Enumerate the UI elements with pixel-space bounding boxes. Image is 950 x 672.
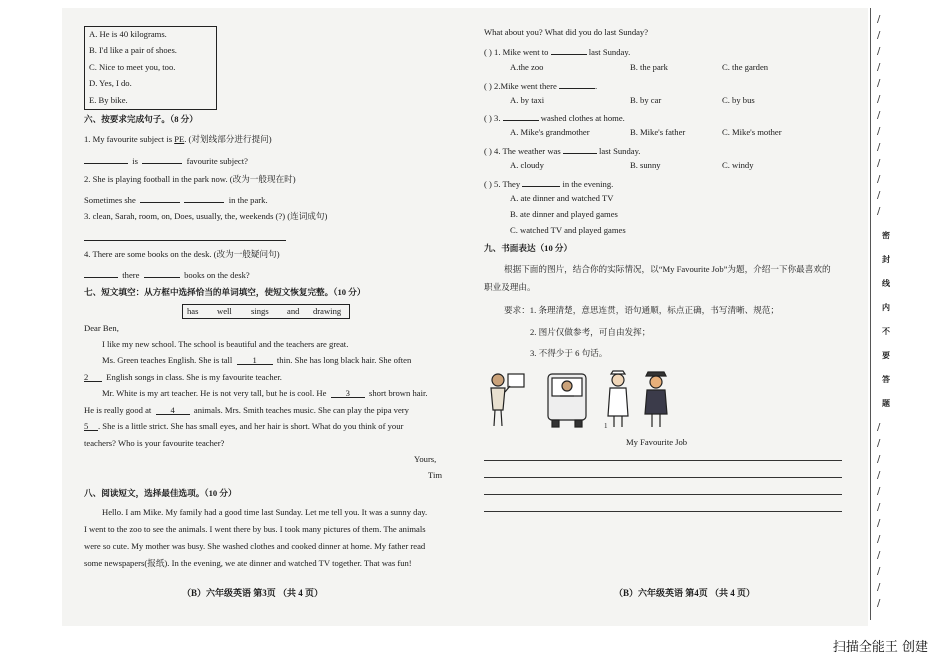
answer-blank[interactable] <box>144 269 180 278</box>
q2-option-b[interactable]: B. by car <box>630 95 662 105</box>
writing-line[interactable] <box>484 460 842 461</box>
question-end: in the evening. <box>562 179 614 189</box>
margin-slash: / <box>877 598 881 609</box>
letter-line-5 <box>84 406 409 415</box>
margin-char: 要 <box>882 351 890 360</box>
reading-para-5: What about you? What did you do last Sunday? <box>484 27 649 37</box>
illustration-dot: 1 <box>604 422 608 430</box>
s6-q1-pre: 1. My favourite subject is <box>84 134 175 144</box>
margin-slash: / <box>877 534 881 545</box>
reading-para-1: Hello. I am Mike. My family had a good time last Sunday. Let me tell you. It was a sunny day. <box>102 507 428 517</box>
q3-option-b[interactable]: B. Mike's father <box>630 127 686 137</box>
answer-blank[interactable] <box>503 112 539 121</box>
word-box <box>182 304 350 319</box>
writing-requirement-2: 2. 图片仅做参考，可自由发挥； <box>530 327 651 337</box>
letter-text: thin. She has long black hair. She often <box>276 355 412 365</box>
letter-text: animals. Mrs. Smith teaches music. She can play the pipa very <box>193 405 409 415</box>
writing-requirement-3: 3. 不得少于 6 句话。 <box>530 348 608 358</box>
margin-char: 不 <box>882 327 890 336</box>
q2-option-c[interactable]: C. by bus <box>722 95 755 105</box>
option-b: B. I'd like a pair of shoes. <box>89 45 177 55</box>
answer-blank[interactable] <box>84 155 128 164</box>
s6-q4: 4. There are some books on the desk. (改为一般疑问句) <box>84 249 280 259</box>
answer-paren[interactable]: ( ) <box>484 81 492 91</box>
mc-question-3 <box>484 112 625 123</box>
question-text: 3. <box>494 113 501 123</box>
mc-question-2 <box>484 80 597 91</box>
reading-para-3: were so cute. My mother was busy. She washed clothes and cooked dinner at home. My father read <box>84 541 426 551</box>
margin-slash: / <box>877 438 881 449</box>
writing-intro-1: 根据下面的图片，结合你的实际情况，以“My Favourite Job”为题，介绍一下你最喜欢的 <box>504 264 831 274</box>
margin-slash: / <box>877 454 881 465</box>
margin-slash: / <box>877 422 881 433</box>
writing-line[interactable] <box>484 477 842 478</box>
s6-q2: 2. She is playing football in the park now. (改为一般现在时) <box>84 174 296 184</box>
s6-q3: 3. clean, Sarah, room, on, Does, usually, the, weekends (?) (连词成句) <box>84 211 328 221</box>
word-box-word: and <box>287 306 300 316</box>
s6-q1-post: . (对划线部分进行提问) <box>184 134 272 144</box>
margin-slash: / <box>877 550 881 561</box>
q2-option-a[interactable]: A. by taxi <box>510 95 545 105</box>
letter-greeting: Dear Ben, <box>84 323 119 333</box>
margin-char: 封 <box>882 255 890 264</box>
job-illustrations <box>486 370 706 430</box>
answer-paren[interactable]: ( ) <box>484 113 492 123</box>
q5-option-b[interactable]: B. ate dinner and played games <box>510 209 618 219</box>
margin-slash: / <box>877 158 881 169</box>
answer-blank[interactable] <box>563 145 597 154</box>
option-a: A. He is 40 kilograms. <box>89 29 167 39</box>
answer-blank[interactable] <box>184 194 224 203</box>
margin-slash: / <box>877 46 881 57</box>
s6-q2-answer <box>84 194 268 205</box>
answer-paren[interactable]: ( ) <box>484 47 492 57</box>
s6-q2-ans-b: in the park. <box>228 195 268 205</box>
q4-option-b[interactable]: B. sunny <box>630 160 661 170</box>
margin-slash: / <box>877 518 881 529</box>
margin-char: 答 <box>882 375 890 384</box>
s6-q1 <box>84 135 272 144</box>
question-text: 5. They <box>494 179 521 189</box>
letter-text: Ms. Green teaches English. She is tall <box>102 355 233 365</box>
q3-option-a[interactable]: A. Mike's grandmother <box>510 127 590 137</box>
question-end: . <box>594 81 598 91</box>
cloze-blank-1[interactable]: 1 <box>237 356 273 365</box>
answer-blank[interactable] <box>140 194 180 203</box>
answer-blank[interactable] <box>84 232 286 241</box>
section-9-title: 九、书面表达（10 分） <box>484 243 573 253</box>
answer-paren[interactable]: ( ) <box>484 146 492 156</box>
margin-slash: / <box>877 142 881 153</box>
answer-blank[interactable] <box>142 155 182 164</box>
options-box <box>84 26 217 110</box>
margin-slash: / <box>877 502 881 513</box>
q3-option-c[interactable]: C. Mike's mother <box>722 127 782 137</box>
mc-question-5 <box>484 178 613 189</box>
s6-q1-ans-mid: is <box>132 156 139 166</box>
mc-question-4 <box>484 145 640 156</box>
section-8-title: 八、阅读短文，选择最佳选项。（10 分） <box>84 488 237 498</box>
q5-option-a[interactable]: A. ate dinner and watched TV <box>510 193 614 203</box>
q1-option-a[interactable]: A.the zoo <box>510 62 544 72</box>
margin-char: 密 <box>882 231 890 240</box>
s6-q1-ans-end: favourite subject? <box>186 156 248 166</box>
letter-line-2 <box>102 356 411 365</box>
question-end: washed clothes at home. <box>540 113 625 123</box>
margin-slash: / <box>877 566 881 577</box>
s6-q4-ans-a: there <box>122 270 140 280</box>
seal-margin <box>870 8 905 620</box>
question-end: last Sunday. <box>599 146 641 156</box>
question-end: last Sunday. <box>588 47 631 57</box>
margin-char: 题 <box>882 399 890 408</box>
s6-q2-ans-a: Sometimes she <box>84 195 136 205</box>
s6-q4-answer <box>84 269 250 280</box>
mc-question-1 <box>484 46 630 57</box>
margin-slash: / <box>877 470 881 481</box>
letter-text: Mr. White is my art teacher. He is not very tall, but he is cool. He <box>102 388 327 398</box>
option-d: D. Yes, I do. <box>89 78 132 88</box>
letter-text: He is really good at <box>84 405 152 415</box>
q1-option-b[interactable]: B. the park <box>630 62 668 72</box>
picture-caption: My Favourite Job <box>626 437 688 447</box>
section-6-title: 六、按要求完成句子。（8 分） <box>84 114 198 124</box>
margin-slash: / <box>877 30 881 41</box>
letter-text: English songs in class. She is my favourite teacher. <box>106 372 282 382</box>
cloze-blank-4[interactable]: 4 <box>156 406 190 415</box>
letter-line-3 <box>84 373 282 382</box>
police-officer-figure <box>645 372 667 427</box>
q4-option-c[interactable]: C. windy <box>722 160 754 170</box>
margin-slash: / <box>877 94 881 105</box>
s6-q1-answer <box>84 155 248 166</box>
s6-q4-ans-b: books on the desk? <box>184 270 250 280</box>
writing-line[interactable] <box>484 494 842 495</box>
letter-line-7: teachers? Who is your favourite teacher? <box>84 438 225 448</box>
page-3-footer: （B）六年级英语 第3页 （共 4 页） <box>182 588 324 598</box>
letter-closing: Yours, <box>414 454 437 464</box>
answer-blank[interactable] <box>559 80 598 91</box>
answer-paren[interactable]: ( ) <box>484 179 492 189</box>
word-box-word: well <box>217 306 232 316</box>
reading-para-4: some newspapers(报纸). In the evening, we ate dinner and watched TV together. That was fun! <box>84 558 412 568</box>
question-text: 4. The weather was <box>494 146 561 156</box>
s6-q3-answer <box>84 232 286 243</box>
cloze-blank-3[interactable]: 3 <box>331 389 365 398</box>
page-4-footer: （B）六年级英语 第4页 （共 4 页） <box>614 588 756 598</box>
letter-line-1: I like my new school. The school is beautiful and the teachers are great. <box>102 339 349 349</box>
margin-slash: / <box>877 486 881 497</box>
writing-intro-2: 职业及理由。 <box>484 282 536 292</box>
letter-text: short brown hair. <box>369 388 428 398</box>
bus-driver-figure <box>548 374 586 427</box>
margin-slash: / <box>877 14 881 25</box>
word-box-word: sings <box>251 306 269 316</box>
word-box-word: has <box>187 306 199 316</box>
margin-slash: / <box>877 78 881 89</box>
section-7-title: 七、短文填空：从方框中选择恰当的单词填空，使短文恢复完整。（10 分） <box>84 287 366 297</box>
margin-slash: / <box>877 62 881 73</box>
cloze-blank-5[interactable]: 5 <box>84 422 98 431</box>
margin-char: 内 <box>882 303 890 312</box>
margin-slash: / <box>877 174 881 185</box>
scanner-watermark: 扫描全能王 创建 <box>832 640 928 655</box>
answer-blank[interactable] <box>522 178 560 187</box>
cloze-blank-2[interactable]: 2 <box>84 373 102 382</box>
margin-slash: / <box>877 206 881 217</box>
q4-option-a[interactable]: A. cloudy <box>510 160 544 170</box>
teacher-figure <box>491 374 524 426</box>
margin-char: 线 <box>882 279 890 288</box>
letter-text: . She is a little strict. She has small eyes, and her hair is short. What do you think of your <box>98 421 404 431</box>
question-text: 2.Mike went there <box>494 81 557 91</box>
option-e: E. By bike. <box>89 95 128 105</box>
writing-line[interactable] <box>484 511 842 512</box>
s6-q1-underlined: PE <box>174 134 185 144</box>
margin-slash: / <box>877 190 881 201</box>
doctor-figure <box>608 371 628 427</box>
word-box-word: drawing <box>313 306 342 316</box>
letter-line-6 <box>84 422 403 431</box>
reading-para-2: I went to the zoo to see the animals. I went there by bus. I took many pictures of them. The animals <box>84 524 426 534</box>
question-text: 1. Mike went to <box>494 47 549 57</box>
option-c: C. Nice to meet you, too. <box>89 62 176 72</box>
margin-slash: / <box>877 110 881 121</box>
q5-option-c[interactable]: C. watched TV and played games <box>510 225 626 235</box>
writing-requirement-1: 要求：1. 条理清楚，意思连贯，语句通顺，标点正确，书写清晰、规范； <box>504 305 780 315</box>
answer-blank[interactable] <box>551 46 587 55</box>
letter-signature: Tim <box>428 470 443 480</box>
answer-blank[interactable] <box>84 269 118 278</box>
margin-slash: / <box>877 126 881 137</box>
margin-slash: / <box>877 582 881 593</box>
letter-line-4 <box>102 389 428 398</box>
q1-option-c[interactable]: C. the garden <box>722 62 769 72</box>
